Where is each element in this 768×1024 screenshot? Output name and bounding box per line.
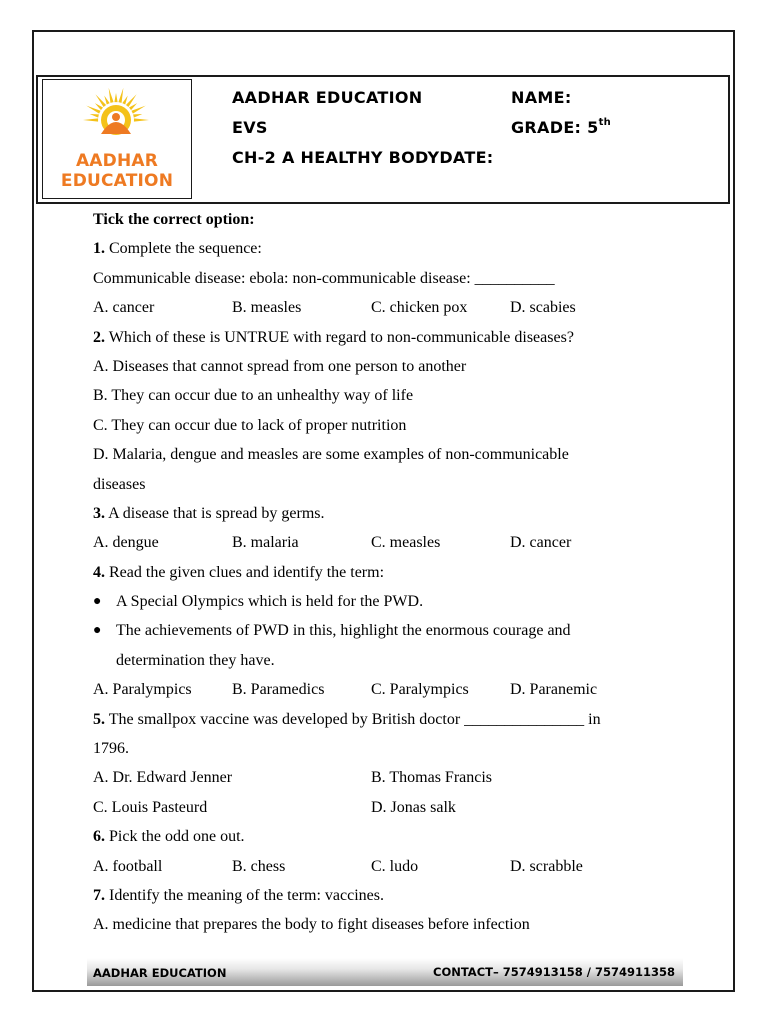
option-c[interactable]: C. measles [371,534,441,552]
option-c[interactable]: C. chicken pox [371,299,468,317]
option-c[interactable]: C. ludo [371,857,419,875]
question-5: 5. The smallpox vaccine was developed by British doctor _______________ in [93,710,601,728]
question-6: 6. Pick the odd one out. [93,828,245,846]
question-1: 1. Complete the sequence: [93,240,262,258]
footer-contact: CONTACT– 7574913158 / 7574911358 [433,965,675,979]
question-7: 7. Identify the meaning of the term: vaccines. [93,886,385,904]
option-a[interactable]: A. dengue [93,534,159,552]
question-1-options [93,293,693,322]
subject: EVS [232,118,268,137]
option-b[interactable]: B. chess [232,857,286,875]
clue-bullet-continued: determination they have. [116,651,275,669]
option-b[interactable]: B. malaria [232,534,299,552]
question-3: 3. A disease that is spread by germs. [93,504,325,522]
question-5-options-row2 [93,793,693,822]
option-c[interactable]: C. Paralympics [371,681,469,699]
option-d-continued: diseases [93,475,146,493]
option-c[interactable]: C. Louis Pasteurd [93,798,208,816]
bullet-icon: ● [93,594,102,610]
question-4: 4. Read the given clues and identify the term: [93,563,385,581]
question-2: 2. Which of these is UNTRUE with regard to non-communicable diseases? [93,328,574,346]
instruction: Tick the correct option: [93,211,255,228]
option-d[interactable]: D. cancer [510,534,572,552]
option-d[interactable]: D. Paranemic [510,681,598,699]
option-c[interactable]: C. They can occur due to lack of proper nutrition [93,416,407,434]
worksheet-body [93,205,693,940]
option-b[interactable]: B. Paramedics [232,681,325,699]
option-a[interactable]: A. Diseases that cannot spread from one person to another [93,357,467,375]
option-b[interactable]: B. They can occur due to an unhealthy way of life [93,387,414,405]
logo-text-line2: EDUCATION [60,171,174,191]
option-d[interactable]: D. Malaria, dengue and measles are some examples of non-communicable [93,446,569,464]
option-d[interactable]: D. scabies [510,299,576,317]
logo-text-line1: AADHAR [75,151,159,171]
question-4-options [93,675,693,704]
bullet-icon: ● [93,623,102,639]
footer-school: AADHAR EDUCATION [93,966,227,980]
chapter-title: CH-2 A HEALTHY BODYDATE: [232,148,494,167]
clue-bullet: ● A Special Olympics which is held for the PWD. [93,587,693,616]
question-6-options [93,852,693,881]
option-a[interactable]: A. medicine that prepares the body to fight diseases before infection [93,916,530,934]
question-1-sequence: Communicable disease: ebola: non-communicable disease: __________ [93,269,555,287]
question-3-options [93,528,693,557]
question-5-options-row1 [93,763,693,792]
school-name: AADHAR EDUCATION [232,88,423,107]
footer-bar [87,958,683,986]
option-a[interactable]: A. cancer [93,299,155,317]
name-label: NAME: [511,88,572,107]
option-a[interactable]: A. football [93,857,163,875]
grade-label: GRADE: 5th [511,116,612,137]
option-a[interactable]: A. Dr. Edward Jenner [93,769,233,787]
question-5-continued: 1796. [93,740,129,758]
option-d[interactable]: D. scrabble [510,857,583,875]
logo [42,79,192,199]
option-b[interactable]: B. Thomas Francis [371,769,493,787]
option-d[interactable]: D. Jonas salk [371,798,456,816]
clue-bullet: ● The achievements of PWD in this, highlight the enormous courage and [93,616,693,645]
option-b[interactable]: B. measles [232,299,302,317]
option-a[interactable]: A. Paralympics [93,681,192,699]
